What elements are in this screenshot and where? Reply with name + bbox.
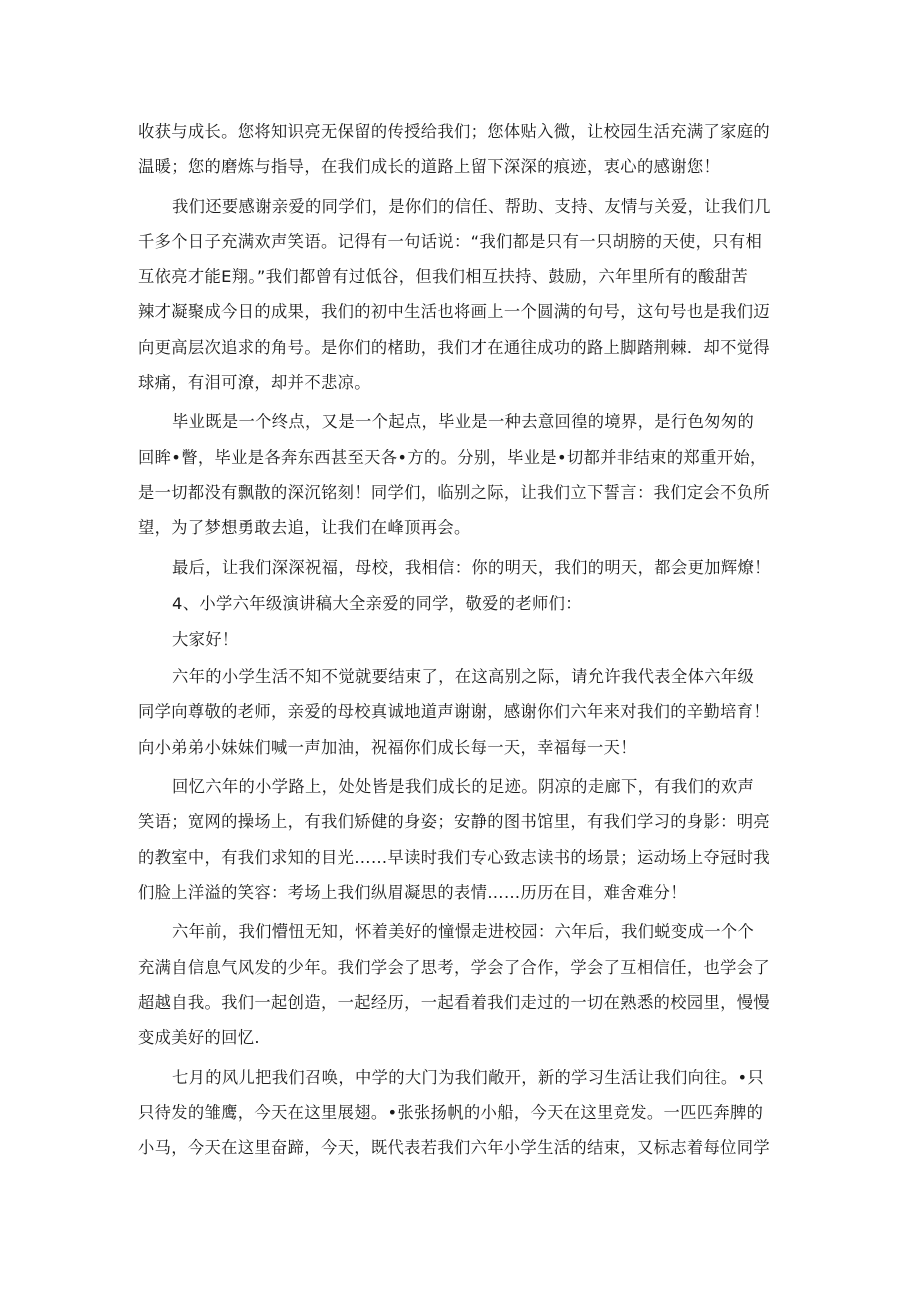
text-line: 收获与成长。您将知识亮无保留的传授给我们；您体贴入微，让校园生活充满了家庭的 [138,122,770,141]
text-line: 最后，让我们深深祝福，母校，我相信：你的明天，我们的明天，都会更加辉燎！ [172,558,771,577]
text-line: 们脸上洋溢的笑容：考场上我们纵眉凝思的表情……历历在目，难舍难分！ [138,883,687,902]
text-line: 同学向尊敬的老师，亲爱的母校真诚地道声谢谢，感谢你们六年来对我们的辛勤培育！ [138,702,770,721]
text-line: 毕业既是一个终点，又是一个起点，毕业是一种去意回徨的境界，是行色匆匆的 [172,412,755,431]
text-line: 望，为了梦想勇敢去追，让我们在峰顶再会。 [138,518,471,537]
text-line: 4、小学六年级演讲稿大全亲爱的同学，敬爱的老师们： [172,594,582,613]
text-line: 我们还要感谢亲爱的同学们，是你们的信任、帮助、支持、友情与关爱，让我们几 [172,197,771,216]
text-line: 回忆六年的小学路上，处处皆是我们成长的足迹。阴凉的走廊下，有我们的欢声 [172,777,755,796]
text-line: 充满自信息气风发的少年。我们学会了思考，学会了合作，学会了互相信任，也学会了 [138,958,770,977]
text-line: 千多个日子充满欢声笑语。记得有一句话说：“我们都是只有一只胡膀的天使，只有相 [138,232,763,251]
text-line: 温暖；您的磨炼与指导，在我们成长的道路上留下深深的痕迹，衷心的感谢您！ [138,157,721,176]
text-line: 的教室中，有我们求知的目光……早读时我们专心致志读书的场景；运动场上夺冠时我 [138,848,770,867]
text-line: 球痛，有泪可潦，却并不悲凉。 [138,373,371,392]
text-line: 回眸•瞥，毕业是各奔东西甚至天各•方的。分别，毕业是•切都并非结束的郑重开始， [138,448,767,467]
text-line: 向更高层次追求的角号。是你们的楮助，我们才在通往成功的路上脚踏荆棘．却不觉得 [138,338,770,357]
text-line: 六年前，我们懵忸无知，怀着美好的憧憬走进校园：六年后，我们蜕变成一个个 [172,922,755,941]
text-line: 笑语；宽网的操场上，有我们矫健的身姿；安静的图书馆里，有我们学习的身影：明亮 [138,812,770,831]
text-line: 辣才凝聚成今日的成果，我们的初中生活也将画上一个圆满的句号，这句号也是我们迈 [138,302,770,321]
text-line: 互依亮才能E翔。”我们都曾有过低谷，但我们相互扶持、鼓励，六年里所有的酸甜苦 [138,267,749,286]
text-line: 向小弟弟小妹妹们喊一声加油，祝福你们成长每一天，幸福每一天！ [138,738,637,757]
text-line: 大家好！ [172,630,239,649]
text-line: 六年的小学生活不知不觉就要结束了，在这高别之际，请允许我代表全体六年级 [172,667,755,686]
text-line: 是一切都没有飘散的深沉铭刻！同学们，临别之际，让我们立下誓言：我们定会不负所 [138,483,770,502]
text-line: 七月的风儿把我们召唤，中学的大门为我们敞开，新的学习生活让我们向往。•只 [172,1068,765,1087]
text-line: 只待发的雏鹰，今天在这里展翅。•张张扬帆的小船，今天在这里竞发。一匹匹奔脾的 [138,1103,764,1122]
text-line: 变成美好的回忆. [138,1028,260,1047]
text-line: 超越自我。我们一起创造，一起经历，一起看着我们走过的一切在熟悉的校园里，慢慢 [138,993,770,1012]
text-line: 小马，今天在这里奋蹄，今天，既代表若我们六年小学生活的结束，又标志着每位同学 [138,1138,770,1157]
